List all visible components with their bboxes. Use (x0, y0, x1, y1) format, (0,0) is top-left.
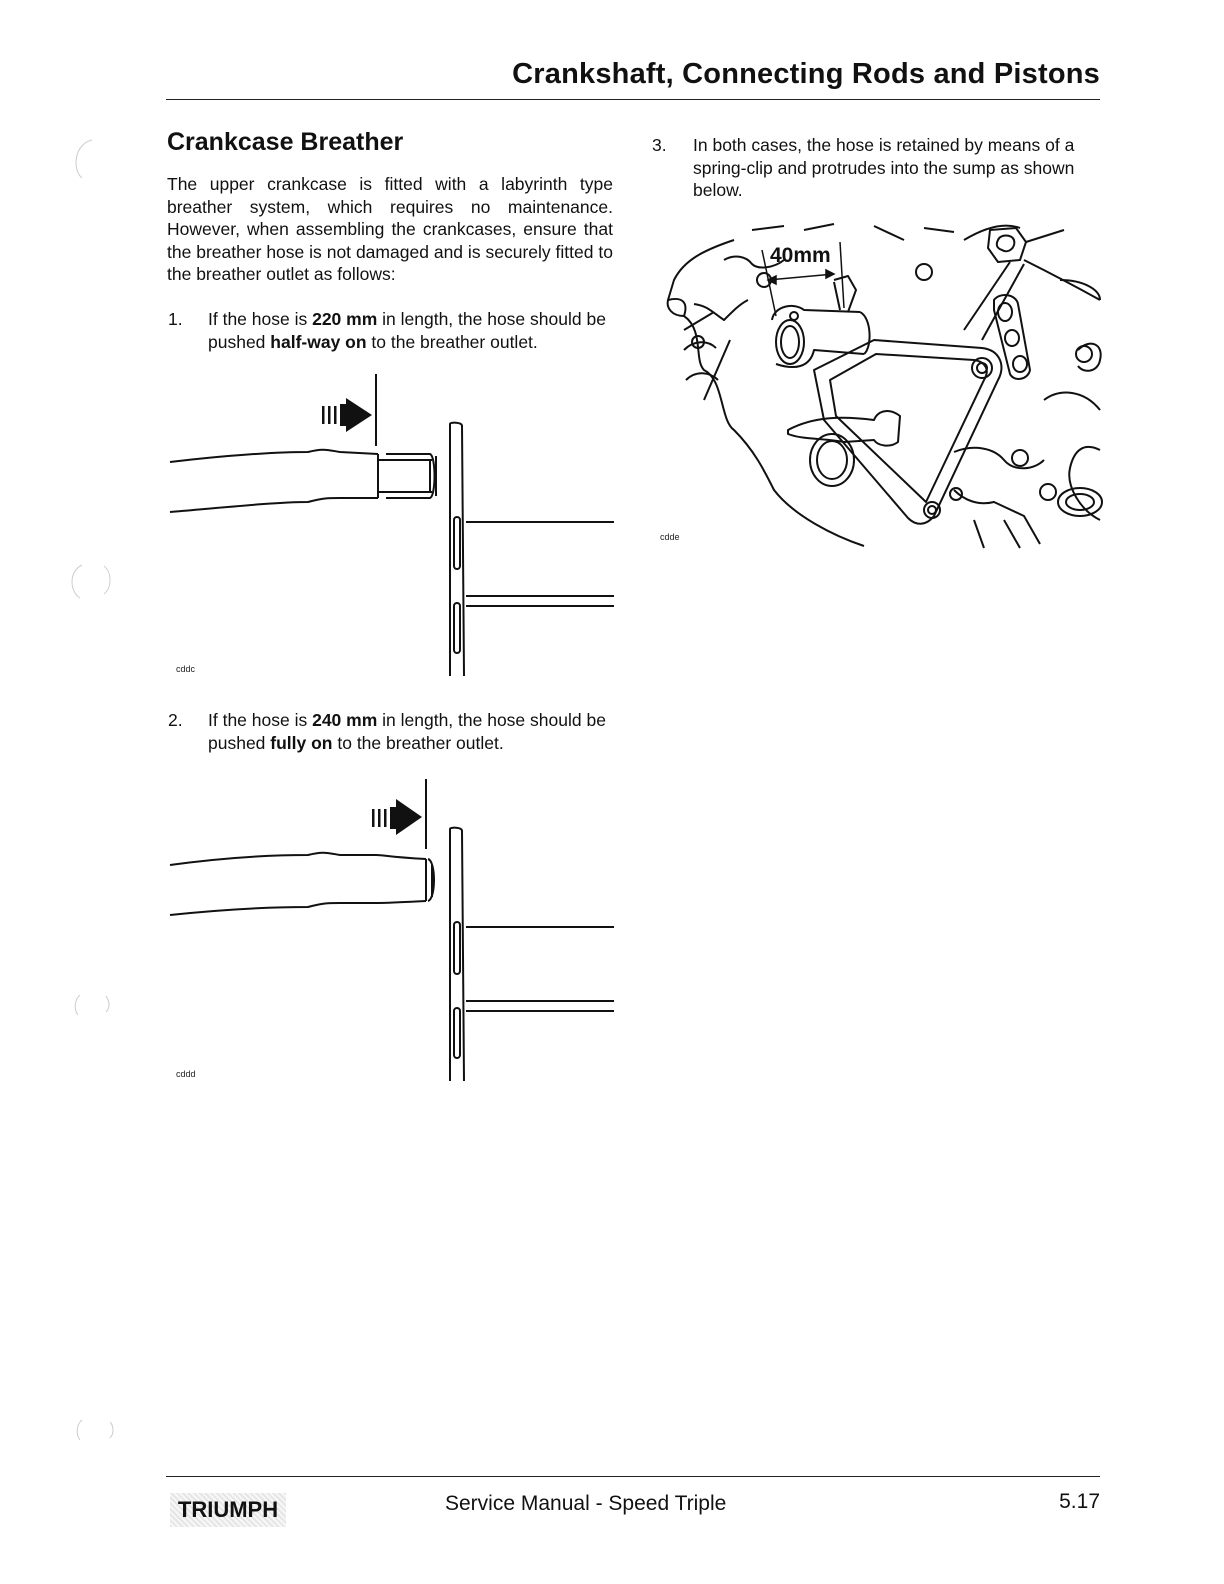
section-title: Crankcase Breather (167, 128, 404, 156)
step-2-text (208, 709, 614, 754)
step-2-length: 240 mm (312, 710, 378, 730)
step-2-text-after: to the breather outlet. (332, 732, 504, 753)
figure-1-code: cddc (176, 664, 196, 674)
step-3-text: In both cases, the hose is retained by means of a spring-clip and protrudes into the sump as shown below. (693, 135, 1075, 200)
page-number: 5.17 (1059, 1490, 1100, 1513)
figure-hose-fully-on (168, 775, 618, 1087)
chapter-title: Crankshaft, Connecting Rods and Pistons (512, 58, 1100, 90)
step-1-length: 220 mm (312, 309, 378, 329)
figure-sump-breather (664, 220, 1102, 550)
step-2-number: 2. (168, 710, 183, 730)
figure-3-code: cdde (660, 532, 680, 542)
step-1-text-middle: in length, the hose should be pushed (208, 309, 606, 352)
step-2-text-before: If the hose is (208, 710, 313, 730)
intro-paragraph: The upper crankcase is fitted with a labyrinth type breather system, which requires no maintenance. However, when assembling the crankcases, ensure that the breather hose is not damaged and is securely fitted to the breather outlet as follows: (167, 174, 613, 284)
step-2-text-middle: in length, the hose should be pushed (208, 710, 606, 753)
figure-hose-half-way (168, 370, 618, 682)
footer-rule (166, 1476, 1100, 1477)
step-2-fit: fully on (270, 732, 333, 753)
step-1-text (208, 308, 614, 353)
manual-title: Service Manual - Speed Triple (445, 1492, 727, 1515)
figure-2-code: cddd (176, 1069, 196, 1079)
figure-3-dimension-label: 40mm (770, 244, 831, 267)
step-1-text-after: to the breather outlet. (366, 331, 538, 352)
step-3-number: 3. (652, 135, 667, 155)
triumph-logo: TRIUMPH (170, 1493, 286, 1527)
step-1-text-before: If the hose is (208, 309, 313, 329)
step-1-number: 1. (168, 309, 183, 329)
header-rule (166, 99, 1100, 100)
step-1-fit: half-way on (270, 331, 367, 352)
binder-hole-marks (60, 120, 130, 1450)
